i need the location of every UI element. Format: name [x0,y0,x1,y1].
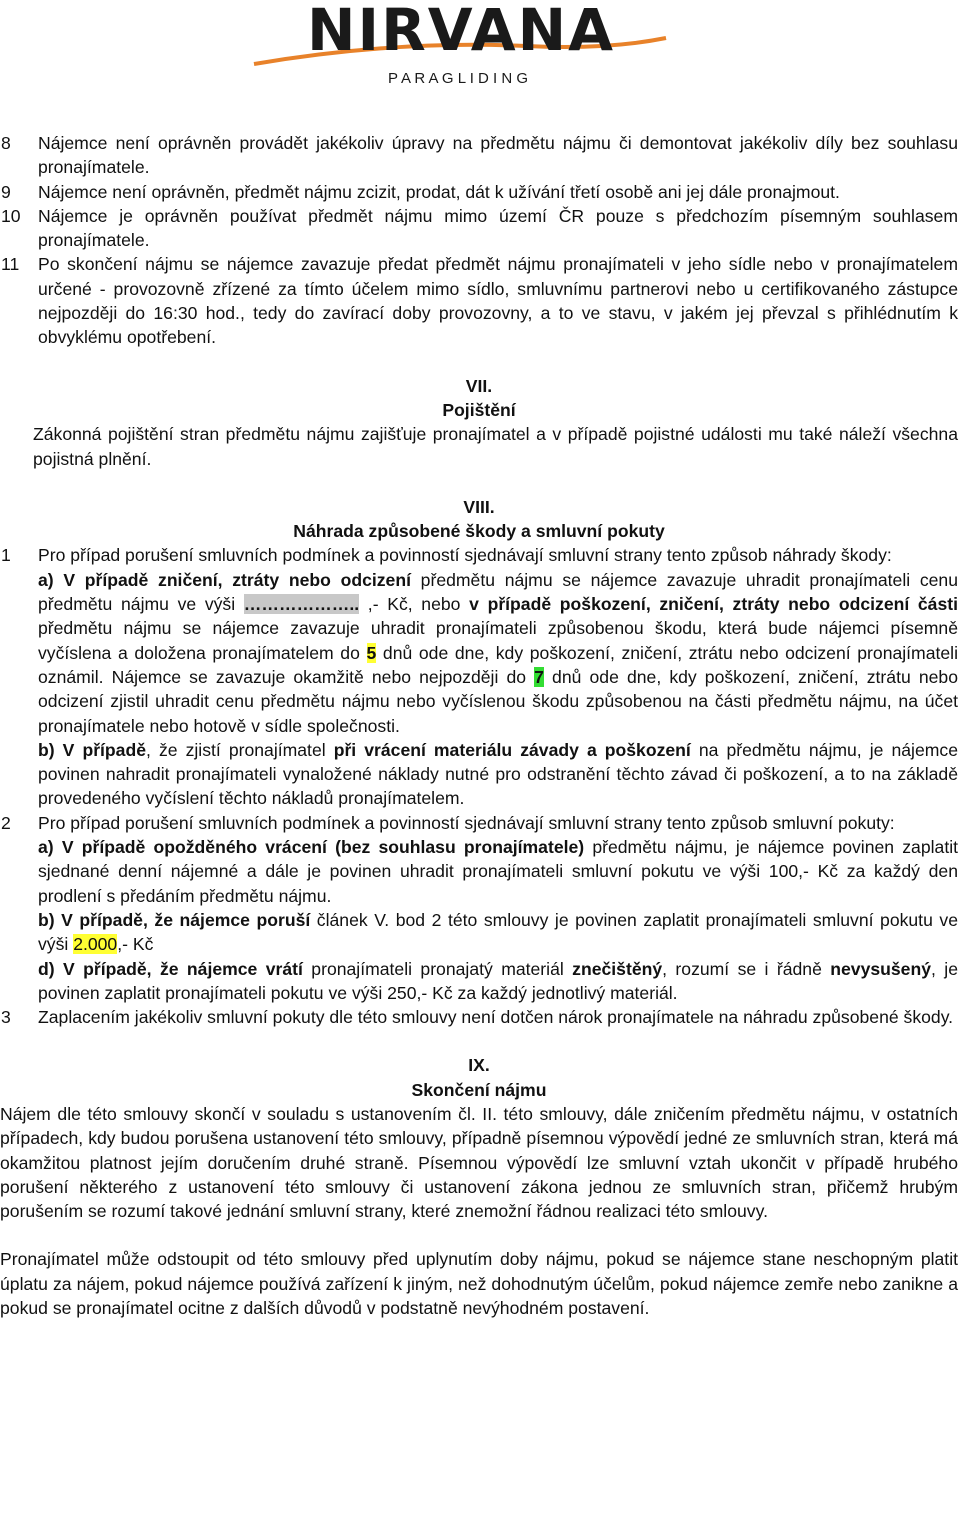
subitem-d: d) V případě, že nájemce vrátí pronajímateli pronajatý materiál znečištěný, rozumí se i řádně nevysušený, je povinen zaplatit pronajímateli pokutu ve výši 250,- Kč za každý jednotlivý materiál. [38,958,958,1003]
item-number: 2 [1,812,11,833]
item-number: 10 [1,205,21,226]
item-text: Nájemce není oprávněn provádět jakékoliv úpravy na předmětu nájmu či demontovat jakékoliv díly bez souhlasu pronajímatele. [38,133,958,178]
section-paragraph: Nájem dle této smlouvy skončí v souladu s ustanovením čl. II. této smlouvy, dále zničením předmětu nájmu, v ostatních případech, kdy budou porušena ustanovení této smlouvy, případně písemnou výpovědí jedné ze smluvních stran, která má okamžitou platnost jejím doručením druhé straně. Písemnou výpovědí lze smluvní vztah ukončit v případě hrubého porušení některého z ustanovení této smlouvy či ustanovení zákona jednou ze smluvních stran, přičemž hrubým porušením se rozumí takové jednání smluvní strany, které znemožní řádnou realizaci této smlouvy. [0,1103,958,1222]
section-title: Náhrada způsobené škody a smluvní pokuty [293,521,665,542]
list-item [0,1005,958,1029]
section-title: Pojištění [442,399,516,420]
list-item [0,180,958,204]
logo-wordmark: NIRVANA [306,0,616,64]
subitem-a: a) V případě zničení, ztráty nebo odcizení předmětu nájmu se nájemce zavazuje uhradit pronajímateli cenu předmětu nájmu ve výši ……………….. ,- Kč, nebo v případě poškození, zničení, ztráty nebo odcizení části předmětu nájmu se nájemce zavazuje uhradit pronajímateli způsobenou škodu, která bude nájemci písemně vyčíslena a doložena pronajímatelem do 5 dnů ode dne, kdy poškození, zničení, ztrátu nebo odcizení pronajímateli oznámil. Nájemce se zavazuje okamžitě nebo nejpozději do 7 dnů ode dne, kdy poškození, zničení, ztrátu nebo odcizení zjistil uhradit cenu předmětu nájmu nebo vyčíslenou škodu způsobenou na části předmětu nájmu, na účet pronajímatele nebo hotově v sídle společnosti. [38,569,959,736]
item-text-part: Po skončení nájmu se nájemce zavazuje předat předmět nájmu pronajímateli v jeho sídle nebo v pronajímatelem určené - provozovně zřízené za tímto účelem mimo sídlo, smluvnímu partnerovi nebo u certifikovaného zástupce nejpozději do [38,254,958,324]
section-numeral: VII. [465,375,493,396]
section-numeral: VIII. [463,496,495,517]
price-blank: ……………….. [243,594,360,615]
item-number: 8 [1,133,11,153]
item-number: 1 [1,545,11,566]
list-item [0,204,958,253]
section-numeral: IX. [468,1055,490,1076]
penalty-amount-highlight: 2.000 [73,934,118,955]
return-time: 16:30 hod. [153,303,240,324]
subitem-b: b) V případě, že nájemce poruší článek V. bod 2 této smlouvy je povinen zaplatit pronajímateli smluvní pokutu ve výši 2.000,- Kč [38,909,958,955]
subitem-b: b) V případě, že zjistí pronajímatel při vrácení materiálu závady a poškození na předmětu nájmu, je nájemce povinen nahradit pronajímateli vynaložené náklady nutné pro odstranění těchto závad či poškození, a to na základě provedeného vyčíslení těchto nákladů pronajímatelem. [38,739,958,809]
days-limit-highlight: 7 [534,666,544,687]
list-item [0,543,958,810]
item-text [38,252,958,349]
section-paragraph: Pronajímatel může odstoupit od této smlouvy před uplynutím doby nájmu, pokud se nájemce stane neschopným platit úplatu za nájem, pokud nájemce používá zařízení k jiným, než dohodnutým účelům, pokud nájemce zemře nebo zanikne a pokud se pronajímatel ocitne z dalších důvodů v podstatně nevýhodném postavení. [0,1249,958,1319]
list-item [0,252,958,349]
section-title: Skončení nájmu [411,1079,547,1100]
company-logo [246,0,676,92]
item-text: Nájemce není oprávněn, předmět nájmu zcizit, prodat, dát k užívání třetí osobě ani jej dále pronajmout. [38,181,840,202]
item-number: 9 [1,181,11,202]
nirvana-logo-graphic [246,0,676,92]
item-text: Zaplacením jakékoliv smluvní pokuty dle této smlouvy není dotčen nárok pronajímatele na náhradu způsobené škody. [38,1007,954,1028]
list-item [0,131,958,180]
section-text: Zákonná pojištění stran předmětu nájmu zajišťuje pronajímatel a v případě pojistné události mu také náleží všechna pojistná plnění. [33,424,958,469]
item-intro: Pro případ porušení smluvních podmínek a povinností sjednávají smluvní strany tento způsob smluvní pokuty: [38,812,895,833]
item-text: Nájemce je oprávněn používat předmět nájmu mimo území ČR pouze s předchozím písemným souhlasem pronajímatele. [38,205,958,251]
logo-tagline: P A R A G L I D I N G [387,70,529,87]
item-number: 11 [1,254,20,275]
item-text-part: , tedy do zavírací doby provozovny, a to ve stavu, v jakém jej převzal s přihlédnutím k obvyklému opotřebení. [38,303,958,348]
document-page [0,131,958,1320]
days-limit-highlight: 5 [366,642,377,663]
item-number: 3 [1,1007,11,1028]
list-item [0,811,958,1005]
subitem-a: a) V případě opožděného vrácení (bez souhlasu pronajímatele) předmětu nájmu, je nájemce povinen zaplatit sjednané denní nájemné a dále je povinen uhradit pronajímateli smluvní pokutu ve výši 100,- Kč za každý den prodlení s předáním předmětu nájmu. [38,837,959,906]
item-intro: Pro případ porušení smluvních podmínek a povinností sjednávají smluvní strany tento způsob náhrady škody: [38,545,892,566]
